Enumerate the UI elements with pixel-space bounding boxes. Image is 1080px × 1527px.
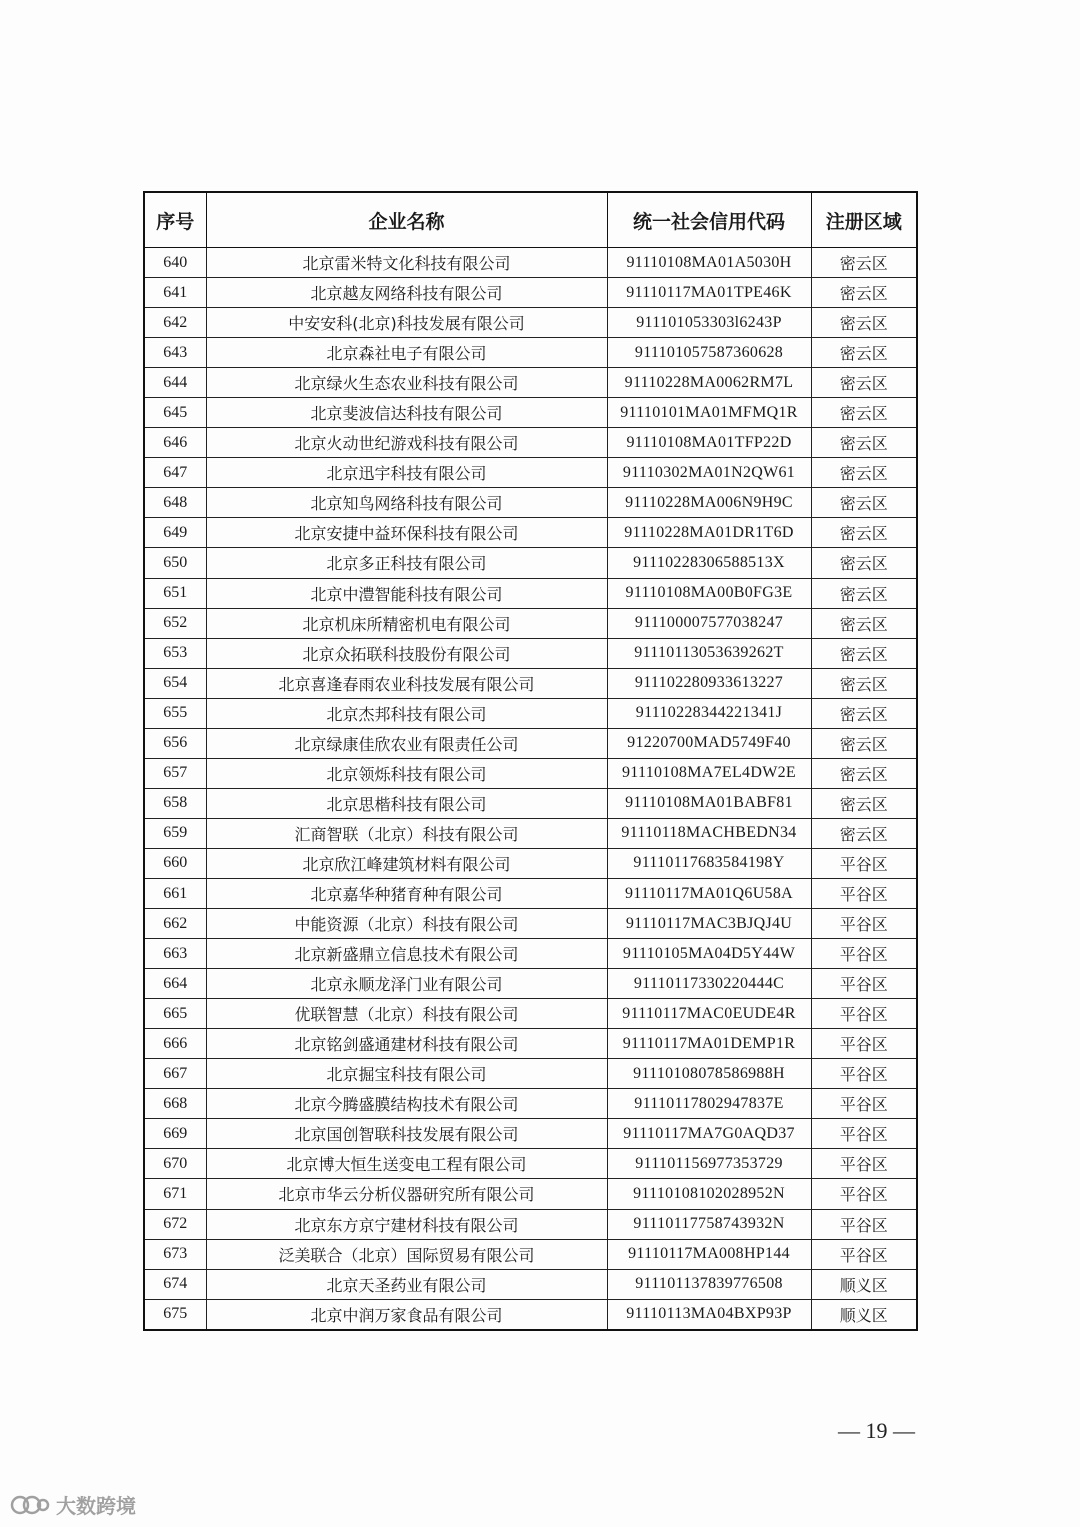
cell-region: 平谷区 <box>811 1029 917 1059</box>
page-number: — 19 — <box>838 1418 915 1443</box>
cell-credit-code: 91110101MA01MFMQ1R <box>607 398 811 428</box>
cell-region: 密云区 <box>811 758 917 788</box>
cell-region: 密云区 <box>811 428 917 458</box>
cell-region: 密云区 <box>811 518 917 548</box>
cell-seq: 645 <box>144 398 206 428</box>
cell-region: 密云区 <box>811 338 917 368</box>
cell-region: 密云区 <box>811 398 917 428</box>
cell-seq: 655 <box>144 698 206 728</box>
cell-credit-code: 91110108MA00B0FG3E <box>607 578 811 608</box>
cell-seq: 649 <box>144 518 206 548</box>
cell-credit-code: 91110117MA01TPE46K <box>607 278 811 308</box>
cell-company-name: 北京市华云分析仪器研究所有限公司 <box>206 1179 607 1209</box>
cell-seq: 675 <box>144 1299 206 1330</box>
cell-seq: 662 <box>144 909 206 939</box>
cell-region: 平谷区 <box>811 909 917 939</box>
table-row <box>144 1089 917 1119</box>
cell-credit-code: 91110228MA0062RM7L <box>607 368 811 398</box>
cell-seq: 647 <box>144 458 206 488</box>
cell-company-name: 北京领烁科技有限公司 <box>206 758 607 788</box>
cell-credit-code: 91110117MA01DEMP1R <box>607 1029 811 1059</box>
cell-credit-code: 91110117330220444C <box>607 969 811 999</box>
table-row <box>144 248 917 278</box>
cell-company-name: 北京博大恒生送变电工程有限公司 <box>206 1149 607 1179</box>
cell-region: 平谷区 <box>811 1089 917 1119</box>
table-row <box>144 338 917 368</box>
cell-region: 平谷区 <box>811 1179 917 1209</box>
cell-credit-code: 91110228MA01DR1T6D <box>607 518 811 548</box>
cell-company-name: 北京斐波信达科技有限公司 <box>206 398 607 428</box>
cell-credit-code: 911100007577038247 <box>607 608 811 638</box>
cell-seq: 673 <box>144 1239 206 1269</box>
table-row <box>144 368 917 398</box>
table-row <box>144 1299 917 1330</box>
cell-credit-code: 91110117MA7G0AQD37 <box>607 1119 811 1149</box>
cell-region: 平谷区 <box>811 1149 917 1179</box>
cell-credit-code: 91110108MA01A5030H <box>607 248 811 278</box>
table-row <box>144 308 917 338</box>
cell-region: 密云区 <box>811 278 917 308</box>
table-row <box>144 548 917 578</box>
table-row <box>144 488 917 518</box>
cell-region: 密云区 <box>811 578 917 608</box>
cell-region: 顺义区 <box>811 1299 917 1330</box>
table-row <box>144 1239 917 1269</box>
table-row <box>144 969 917 999</box>
cell-credit-code: 91110302MA01N2QW61 <box>607 458 811 488</box>
table-row <box>144 999 917 1029</box>
cell-company-name: 北京天圣药业有限公司 <box>206 1269 607 1299</box>
table-row <box>144 278 917 308</box>
cell-company-name: 北京今腾盛膜结构技术有限公司 <box>206 1089 607 1119</box>
cell-credit-code: 91110113MA04BXP93P <box>607 1299 811 1330</box>
header-region: 注册区域 <box>811 192 917 248</box>
cell-credit-code: 911101057587360628 <box>607 338 811 368</box>
table-row <box>144 939 917 969</box>
table-row <box>144 578 917 608</box>
cell-region: 密云区 <box>811 248 917 278</box>
cell-company-name: 泛美联合（北京）国际贸易有限公司 <box>206 1239 607 1269</box>
cell-region: 密云区 <box>811 638 917 668</box>
cell-credit-code: 91110228344221341J <box>607 698 811 728</box>
cell-seq: 648 <box>144 488 206 518</box>
table-header-row <box>144 192 917 248</box>
table-row <box>144 848 917 878</box>
cell-seq: 641 <box>144 278 206 308</box>
cell-seq: 663 <box>144 939 206 969</box>
table-row <box>144 638 917 668</box>
table-row <box>144 458 917 488</box>
cell-company-name: 北京机床所精密机电有限公司 <box>206 608 607 638</box>
cell-seq: 670 <box>144 1149 206 1179</box>
cell-credit-code: 91110108MA7EL4DW2E <box>607 758 811 788</box>
cell-region: 平谷区 <box>811 939 917 969</box>
table-row <box>144 1179 917 1209</box>
cell-credit-code: 9111022830658851​3X <box>607 548 811 578</box>
header-seq: 序号 <box>144 192 206 248</box>
cell-company-name: 北京铭剑盛通建材科技有限公司 <box>206 1029 607 1059</box>
cell-company-name: 北京嘉华种猪育种有限公司 <box>206 878 607 908</box>
table-row <box>144 1269 917 1299</box>
cell-seq: 644 <box>144 368 206 398</box>
cell-company-name: 北京永顺龙泽门业有限公司 <box>206 969 607 999</box>
cell-region: 密云区 <box>811 608 917 638</box>
cell-credit-code: 91110108102028952N <box>607 1179 811 1209</box>
cell-seq: 652 <box>144 608 206 638</box>
table-row <box>144 668 917 698</box>
company-list-table <box>143 191 918 1331</box>
cell-credit-code: 91110108MA01BABF81 <box>607 788 811 818</box>
cell-seq: 643 <box>144 338 206 368</box>
cell-seq: 665 <box>144 999 206 1029</box>
cell-credit-code: 91110117MAC3BJQJ4U <box>607 909 811 939</box>
cell-company-name: 北京越友网络科技有限公司 <box>206 278 607 308</box>
table-body <box>144 248 917 1330</box>
cell-company-name: 北京火动世纪游戏科技有限公司 <box>206 428 607 458</box>
cell-seq: 642 <box>144 308 206 338</box>
cell-company-name: 北京国创智联科技发展有限公司 <box>206 1119 607 1149</box>
table-row <box>144 1149 917 1179</box>
cell-region: 平谷区 <box>811 999 917 1029</box>
cell-seq: 669 <box>144 1119 206 1149</box>
cell-company-name: 北京知鸟网络科技有限公司 <box>206 488 607 518</box>
cell-company-name: 北京欣江峰建筑材料有限公司 <box>206 848 607 878</box>
table-row <box>144 1059 917 1089</box>
cell-credit-code: 91110105MA04D5Y44W <box>607 939 811 969</box>
cell-company-name: 汇商智联（北京）科技有限公司 <box>206 818 607 848</box>
table-row <box>144 428 917 458</box>
cell-seq: 666 <box>144 1029 206 1059</box>
table-row <box>144 608 917 638</box>
cell-company-name: 北京森社电子有限公司 <box>206 338 607 368</box>
cell-credit-code: 91110117MA008HP144 <box>607 1239 811 1269</box>
table-row <box>144 909 917 939</box>
cell-credit-code: 91110117MAC0EUDE4R <box>607 999 811 1029</box>
cell-seq: 650 <box>144 548 206 578</box>
table-row <box>144 1119 917 1149</box>
cell-company-name: 北京思楷科技有限公司 <box>206 788 607 818</box>
cell-region: 密云区 <box>811 548 917 578</box>
cell-region: 平谷区 <box>811 1119 917 1149</box>
cell-seq: 667 <box>144 1059 206 1089</box>
cell-company-name: 北京中润万家食品有限公司 <box>206 1299 607 1330</box>
cell-seq: 646 <box>144 428 206 458</box>
table-row <box>144 728 917 758</box>
watermark <box>10 1490 136 1519</box>
cell-seq: 651 <box>144 578 206 608</box>
cell-company-name: 北京众拓联科技股份有限公司 <box>206 638 607 668</box>
cell-company-name: 北京新盛鼎立信息技术有限公司 <box>206 939 607 969</box>
cell-seq: 660 <box>144 848 206 878</box>
cell-seq: 659 <box>144 818 206 848</box>
cell-credit-code: 911101053303l6243P <box>607 308 811 338</box>
header-company-name: 企业名称 <box>206 192 607 248</box>
cell-region: 密云区 <box>811 818 917 848</box>
cell-seq: 668 <box>144 1089 206 1119</box>
table-row <box>144 698 917 728</box>
table-row <box>144 398 917 428</box>
cell-region: 密云区 <box>811 458 917 488</box>
cell-credit-code: 91110108MA01TFP22D <box>607 428 811 458</box>
cell-company-name: 北京绿康佳欣农业有限责任公司 <box>206 728 607 758</box>
table-row <box>144 518 917 548</box>
cell-seq: 661 <box>144 878 206 908</box>
cell-company-name: 北京喜逢春雨农业科技发展有限公司 <box>206 668 607 698</box>
header-credit-code: 统一社会信用代码 <box>607 192 811 248</box>
cell-company-name: 中安安科(北京)科技发展有限公司 <box>206 308 607 338</box>
cell-credit-code: 91110117802947837E <box>607 1089 811 1119</box>
table-row <box>144 1209 917 1239</box>
table-row <box>144 758 917 788</box>
cell-credit-code: 91110108078586988H <box>607 1059 811 1089</box>
cell-region: 密云区 <box>811 368 917 398</box>
cell-seq: 656 <box>144 728 206 758</box>
cell-region: 平谷区 <box>811 1059 917 1089</box>
cell-credit-code: 911102280933613227 <box>607 668 811 698</box>
cell-company-name: 北京东方京宁建材科技有限公司 <box>206 1209 607 1239</box>
cell-credit-code: 911101137839776508 <box>607 1269 811 1299</box>
cell-company-name: 优联智慧（北京）科技有限公司 <box>206 999 607 1029</box>
cell-credit-code: 91110228MA006N9H9C <box>607 488 811 518</box>
cell-region: 密云区 <box>811 698 917 728</box>
table-row <box>144 818 917 848</box>
table-row <box>144 788 917 818</box>
cell-region: 顺义区 <box>811 1269 917 1299</box>
cell-company-name: 北京迅宇科技有限公司 <box>206 458 607 488</box>
cell-seq: 674 <box>144 1269 206 1299</box>
cell-seq: 653 <box>144 638 206 668</box>
cell-company-name: 北京雷米特文化科技有限公司 <box>206 248 607 278</box>
cell-credit-code: 91110117758743932N <box>607 1209 811 1239</box>
cell-credit-code: 91110117683584198Y <box>607 848 811 878</box>
cell-seq: 671 <box>144 1179 206 1209</box>
cell-seq: 658 <box>144 788 206 818</box>
watermark-text: 大数跨境 <box>56 1494 136 1518</box>
cell-company-name: 中能资源（北京）科技有限公司 <box>206 909 607 939</box>
cell-company-name: 北京杰邦科技有限公司 <box>206 698 607 728</box>
table-row <box>144 1029 917 1059</box>
cell-region: 密云区 <box>811 668 917 698</box>
cell-seq: 654 <box>144 668 206 698</box>
cell-region: 密云区 <box>811 788 917 818</box>
cell-seq: 657 <box>144 758 206 788</box>
cell-region: 密云区 <box>811 488 917 518</box>
cell-credit-code: 911101156977353729 <box>607 1149 811 1179</box>
cell-region: 平谷区 <box>811 969 917 999</box>
cell-credit-code: 91110113053639262T <box>607 638 811 668</box>
cell-seq: 672 <box>144 1209 206 1239</box>
cell-credit-code: 91110118MACHBEDN34 <box>607 818 811 848</box>
cell-credit-code: 91110117MA01Q6U58A <box>607 878 811 908</box>
cell-company-name: 北京安捷中益环保科技有限公司 <box>206 518 607 548</box>
cell-company-name: 北京掘宝科技有限公司 <box>206 1059 607 1089</box>
cell-company-name: 北京多正科技有限公司 <box>206 548 607 578</box>
cell-region: 平谷区 <box>811 1209 917 1239</box>
cell-credit-code: 91220700MAD5749F40 <box>607 728 811 758</box>
cell-company-name: 北京绿火生态农业科技有限公司 <box>206 368 607 398</box>
cell-region: 密云区 <box>811 308 917 338</box>
cell-region: 平谷区 <box>811 848 917 878</box>
cell-company-name: 北京中澧智能科技有限公司 <box>206 578 607 608</box>
cell-seq: 664 <box>144 969 206 999</box>
brand-logo-icon <box>10 1492 50 1518</box>
table-row <box>144 878 917 908</box>
cell-region: 平谷区 <box>811 1239 917 1269</box>
cell-region: 平谷区 <box>811 878 917 908</box>
cell-region: 密云区 <box>811 728 917 758</box>
cell-seq: 640 <box>144 248 206 278</box>
